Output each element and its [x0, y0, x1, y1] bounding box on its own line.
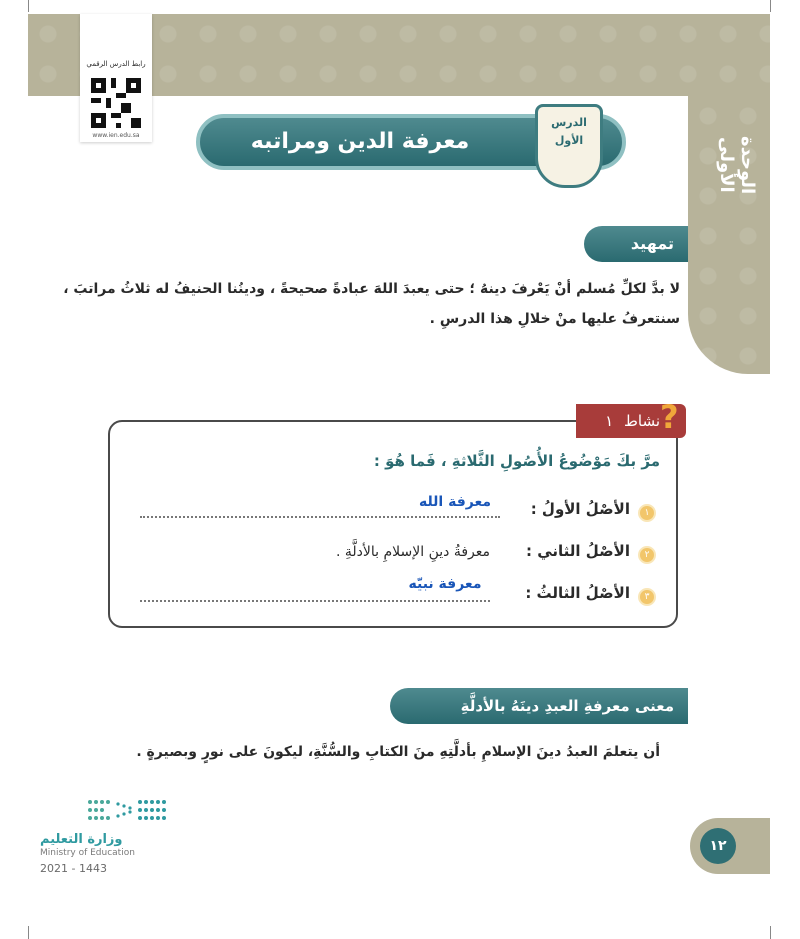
answer-text[interactable]: معرفة الله	[418, 494, 492, 510]
intro-heading: تمهيد	[584, 226, 688, 262]
item-number-badge: ٢	[638, 546, 656, 564]
item-label: الأصْلُ الثاني :	[526, 542, 630, 560]
activity-label	[590, 404, 660, 438]
page-number: ١٢	[700, 828, 736, 864]
answer-line[interactable]	[140, 514, 500, 518]
answer-line[interactable]	[140, 598, 490, 602]
qr-caption: رابط الدرس الرقمي	[86, 60, 146, 68]
edition-year: 2021 - 1443	[40, 862, 107, 875]
answer-text[interactable]: معرفة نبيّه	[408, 576, 482, 592]
unit-label: الوحدة الأولى	[716, 135, 758, 195]
crop-mark	[28, 0, 29, 12]
lesson-badge-text	[538, 114, 600, 150]
crop-mark	[28, 926, 29, 939]
activity-question: مرَّ بكَ مَوْضُوعُ الأُصُولِ الثَّلاثةِ ، فَما هُوَ :	[373, 452, 660, 470]
crop-mark	[770, 0, 771, 12]
qr-url: www.ien.edu.sa	[92, 132, 140, 139]
intro-text: لا بدَّ لكلِّ مُسلم أنْ يَعْرفَ دينهُ ؛ حتى يعبدَ اللهَ عبادةً صحيحةً ، ودينُنا الحنيفُ له ثلاثُ مراتبَ ، سنتعرفُ عليها منْ خلالِ هذا الدرسِ .	[63, 281, 680, 327]
lesson-badge-line2: الأول	[554, 134, 584, 147]
qr-code-icon[interactable]	[91, 78, 141, 128]
item-label: الأصْلُ الأولُ :	[530, 500, 630, 518]
definition-text: أن يتعلمَ العبدُ دينَ الإسلامِ بأدلَّتِهِ منَ الكتابِ والسُّنَّةِ، ليكونَ على نورٍ وبصيرةٍ .	[136, 744, 660, 760]
ministry-name-en: Ministry of Education	[40, 848, 135, 858]
question-mark-icon: ?	[660, 398, 679, 436]
lesson-badge-line1: الدرس	[551, 116, 587, 129]
activity-label-text: نشاط	[624, 412, 660, 430]
section-heading: معنى معرفةِ العبدِ دينَهُ بالأدلَّةِ	[390, 688, 688, 724]
crop-mark	[770, 926, 771, 939]
lesson-title: معرفة الدين ومراتبه	[250, 129, 470, 154]
item-number-badge: ١	[638, 504, 656, 522]
item-text: معرفةُ دينِ الإسلامِ بالأدلَّةِ .	[336, 544, 490, 560]
activity-number: ١	[605, 412, 614, 430]
item-number-badge: ٣	[638, 588, 656, 606]
ministry-name-ar: وزارة التعليم	[40, 832, 123, 847]
ministry-logo-icon	[84, 796, 174, 824]
item-label: الأصْلُ الثالثُ :	[525, 584, 630, 602]
